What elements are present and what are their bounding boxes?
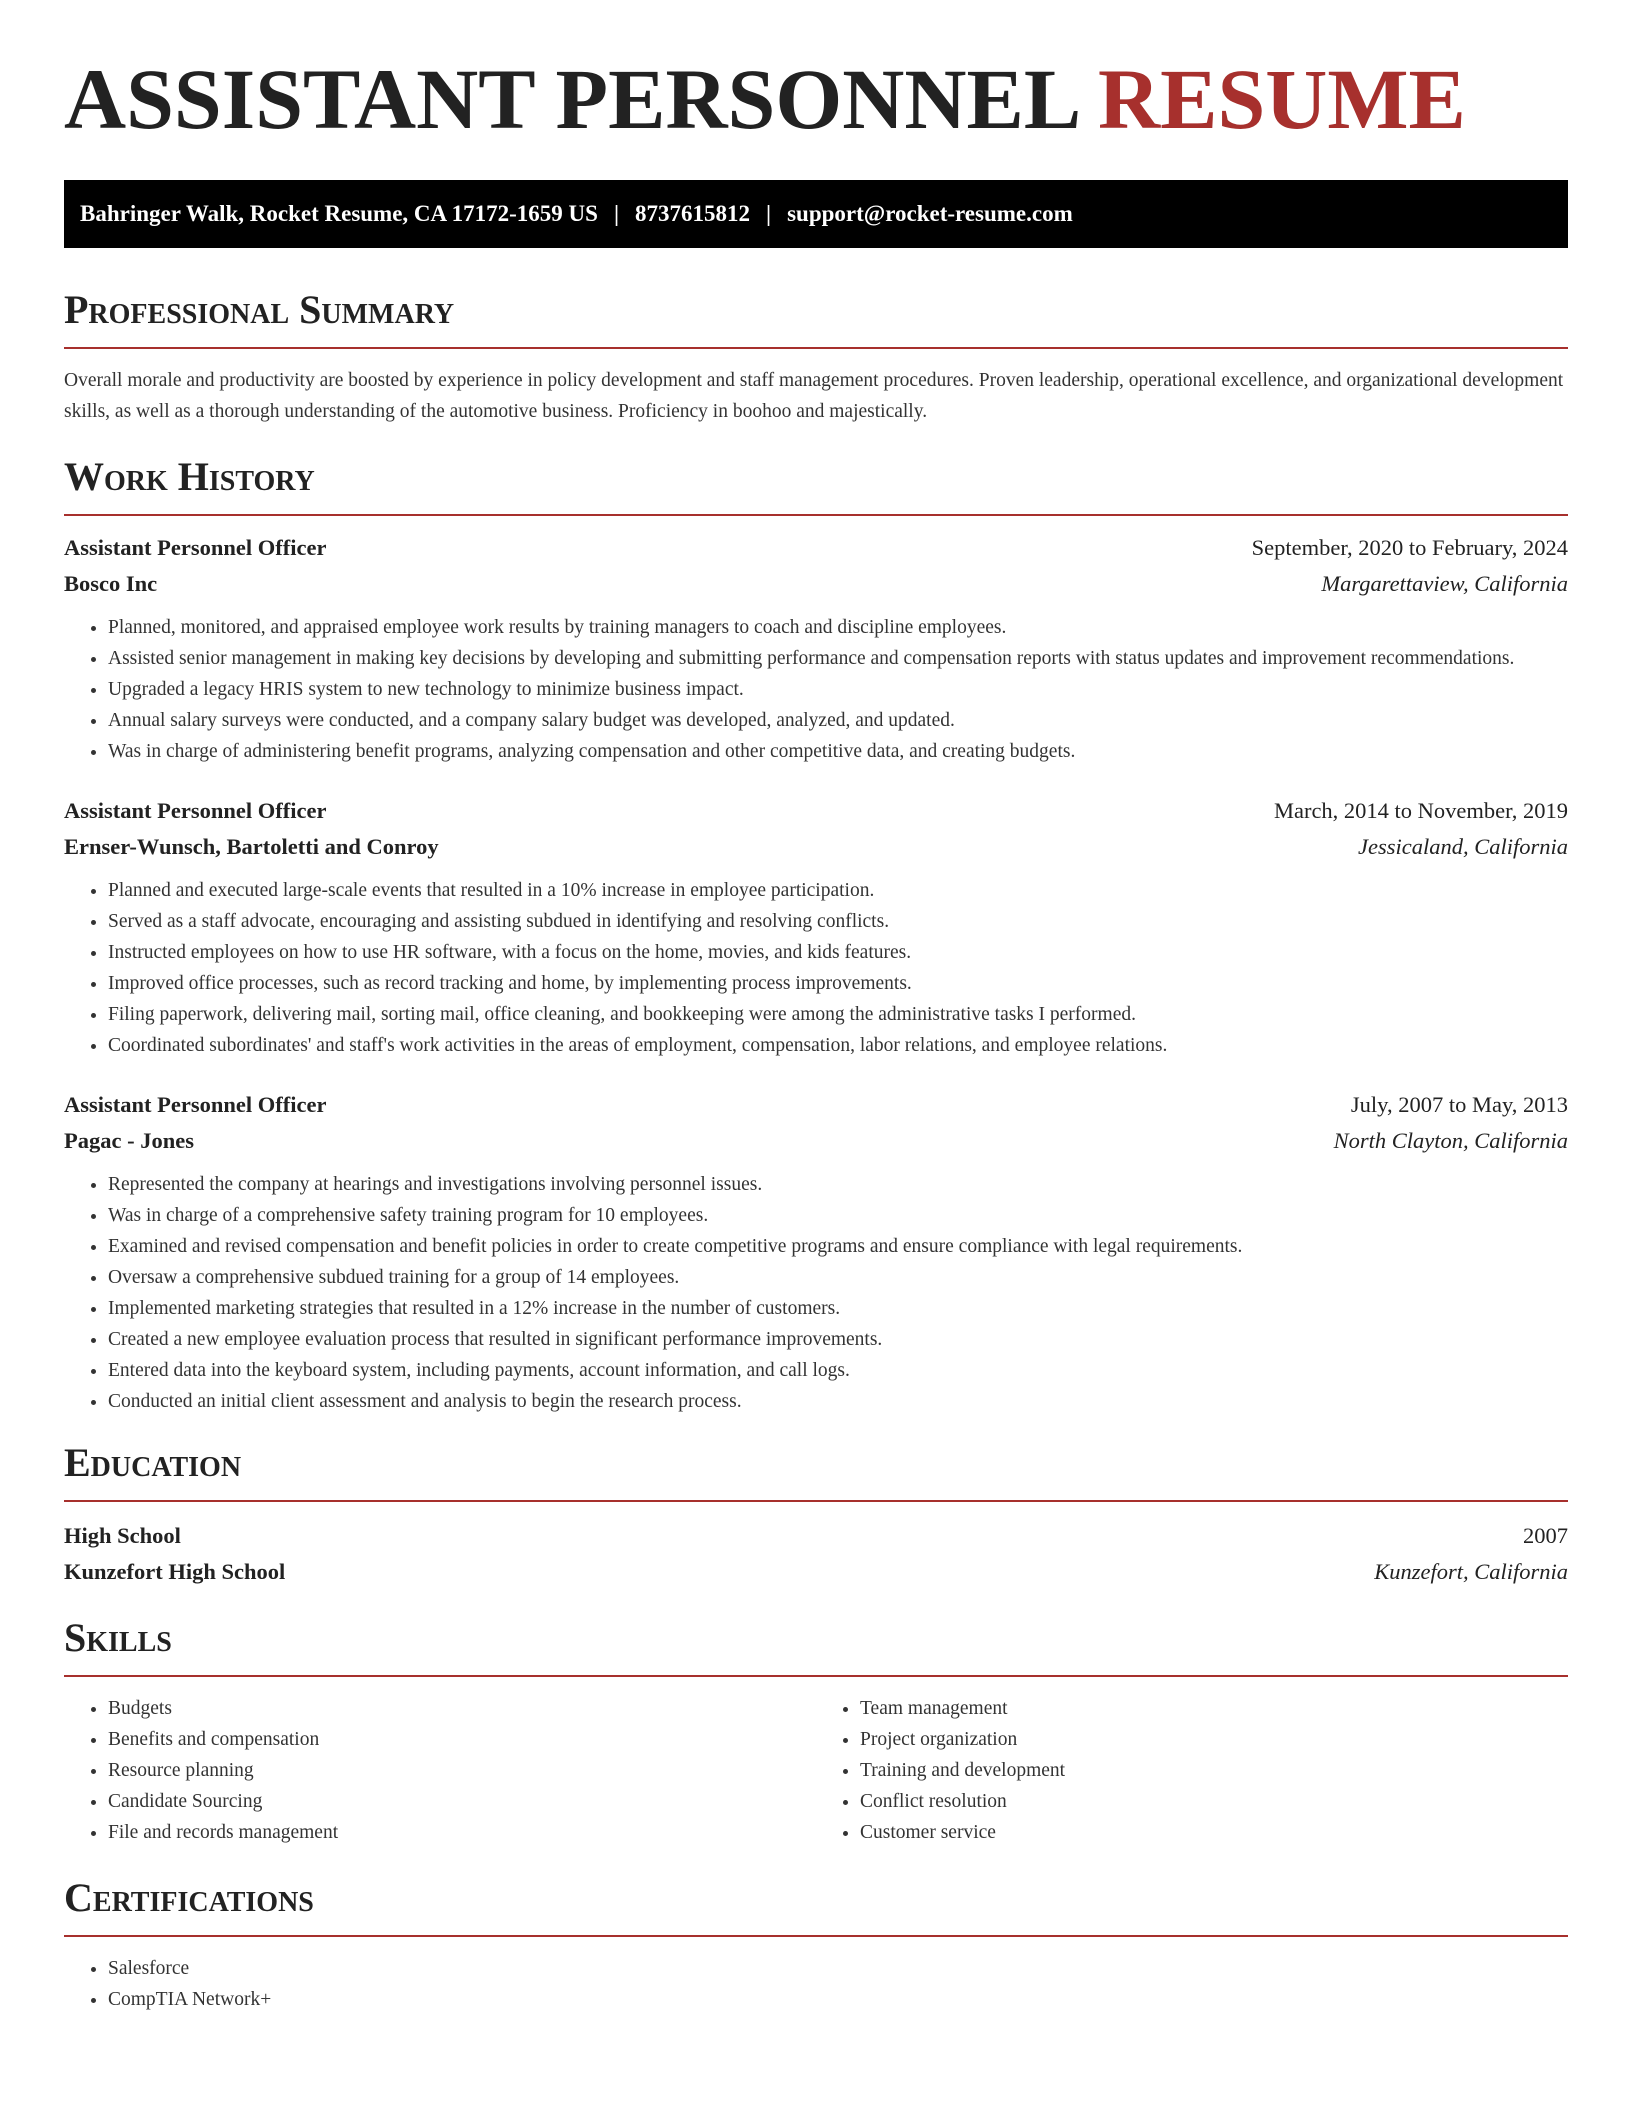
job-bullet: • Created a new employee evaluation process that resulted in significant performance improvements. xyxy=(108,1324,1568,1355)
section-divider xyxy=(64,347,1568,349)
skill-item: • Project organization xyxy=(860,1724,1568,1755)
contact-email: support@rocket-resume.com xyxy=(787,201,1073,226)
section-title-education: Education xyxy=(64,1440,242,1485)
contact-address: Bahringer Walk, Rocket Resume, CA 17172-1659 US xyxy=(80,201,598,226)
title-main: ASSISTANT PERSONNEL xyxy=(64,51,1077,147)
job-location: Jessicaland, California xyxy=(1358,834,1568,859)
summary-text: Overall morale and productivity are boosted by experience in policy development and staff management procedures. Proven leadership, operational excellence, and organizational development skills, as well as a thorough understanding of the automotive business. Proficiency in boohoo and majestically. xyxy=(64,370,1564,422)
job-company-row xyxy=(64,566,1568,602)
job-bullet: • Annual salary surveys were conducted, and a company salary budget was developed, analyzed, and updated. xyxy=(108,705,1568,736)
job-bullet: • Served as a staff advocate, encouraging and assisting subdued in identifying and resolving conflicts. xyxy=(108,906,1568,937)
job-bullet: • Filing paperwork, delivering mail, sorting mail, office cleaning, and bookkeeping were among the administrative tasks I performed. xyxy=(108,999,1568,1030)
job-bullet: • Instructed employees on how to use HR software, with a focus on the home, movies, and kids features. xyxy=(108,937,1568,968)
job-company-row xyxy=(64,829,1568,865)
skill-item: • Conflict resolution xyxy=(860,1786,1568,1817)
contact-separator: | xyxy=(613,201,620,226)
certification-item: • Salesforce xyxy=(108,1953,1568,1984)
job-bullet: • Represented the company at hearings and investigations involving personnel issues. xyxy=(108,1169,1568,1200)
section-title-work: Work History xyxy=(64,454,315,499)
skill-item: • Training and development xyxy=(860,1755,1568,1786)
job-company: Bosco Inc xyxy=(64,571,158,596)
job-header-row xyxy=(64,1087,1568,1123)
skills-list-right xyxy=(816,1693,1568,1848)
contact-bar xyxy=(64,180,1568,248)
contact-phone: 8737615812 xyxy=(635,201,751,226)
skill-item: • Benefits and compensation xyxy=(108,1724,816,1755)
job-bullets xyxy=(64,1169,1568,1417)
job-bullet: • Improved office processes, such as record tracking and home, by implementing process improvements. xyxy=(108,968,1568,999)
summary-section xyxy=(64,287,1568,427)
job-company-row xyxy=(64,1123,1568,1159)
job-bullet: • Was in charge of a comprehensive safety training program for 10 employees. xyxy=(108,1200,1568,1231)
skills-list-left xyxy=(64,1693,816,1848)
job-company: Ernser-Wunsch, Bartoletti and Conroy xyxy=(64,834,439,859)
job-bullet: • Planned, monitored, and appraised employee work results by training managers to coach and discipline employees. xyxy=(108,612,1568,643)
certifications-list xyxy=(64,1953,1568,2015)
job-header-row xyxy=(64,793,1568,829)
job-bullets xyxy=(64,875,1568,1061)
work-section xyxy=(64,454,1568,1417)
job-bullets xyxy=(64,612,1568,767)
job-bullet: • Coordinated subordinates' and staff's work activities in the areas of employment, compensation, labor relations, and employee relations. xyxy=(108,1030,1568,1061)
skill-item: • Team management xyxy=(860,1693,1568,1724)
skill-item: • Customer service xyxy=(860,1817,1568,1848)
job-title: Assistant Personnel Officer xyxy=(64,535,327,560)
certification-item: • CompTIA Network+ xyxy=(108,1984,1568,2015)
skill-item: • Budgets xyxy=(108,1693,816,1724)
job-title: Assistant Personnel Officer xyxy=(64,1092,327,1117)
section-title-skills: Skills xyxy=(64,1615,172,1660)
job-entry xyxy=(64,1087,1568,1417)
job-bullet: • Oversaw a comprehensive subdued training for a group of 14 employees. xyxy=(108,1262,1568,1293)
job-bullet: • Conducted an initial client assessment and analysis to begin the research process. xyxy=(108,1386,1568,1417)
section-divider xyxy=(64,1675,1568,1677)
job-header-row xyxy=(64,530,1568,566)
job-bullet: • Upgraded a legacy HRIS system to new technology to minimize business impact. xyxy=(108,674,1568,705)
job-bullet: • Assisted senior management in making key decisions by developing and submitting performance and compensation reports with status updates and improvement recommendations. xyxy=(108,643,1568,674)
job-entry xyxy=(64,530,1568,767)
skills-section xyxy=(64,1615,1568,1848)
skill-item: • File and records management xyxy=(108,1817,816,1848)
resume-title xyxy=(64,51,1568,147)
education-year: 2007 xyxy=(1523,1523,1568,1548)
education-header-row xyxy=(64,1518,1568,1554)
skill-item: • Candidate Sourcing xyxy=(108,1786,816,1817)
section-divider xyxy=(64,1935,1568,1937)
job-dates: March, 2014 to November, 2019 xyxy=(1273,798,1568,823)
section-divider xyxy=(64,514,1568,516)
education-degree: High School xyxy=(64,1523,181,1548)
education-section xyxy=(64,1440,1568,1590)
skill-item: • Resource planning xyxy=(108,1755,816,1786)
contact-separator: | xyxy=(766,201,772,226)
job-bullet: • Implemented marketing strategies that resulted in a 12% increase in the number of customers. xyxy=(108,1293,1568,1324)
job-bullet: • Planned and executed large-scale events that resulted in a 10% increase in employee participation. xyxy=(108,875,1568,906)
section-divider xyxy=(64,1500,1568,1502)
job-dates: July, 2007 to May, 2013 xyxy=(1350,1092,1568,1117)
job-bullet: • Was in charge of administering benefit programs, analyzing compensation and other competitive data, and creating budgets. xyxy=(108,736,1568,767)
education-school-row xyxy=(64,1554,1568,1590)
certifications-section xyxy=(64,1875,1568,2015)
job-title: Assistant Personnel Officer xyxy=(64,798,327,823)
skills-columns xyxy=(64,1693,1568,1848)
job-bullet: • Entered data into the keyboard system, including payments, account information, and call logs. xyxy=(108,1355,1568,1386)
job-location: Margarettaview, California xyxy=(1321,571,1568,596)
section-title-summary: Professional Summary xyxy=(64,287,455,332)
job-bullet: • Examined and revised compensation and benefit policies in order to create competitive programs and ensure compliance with legal requirements. xyxy=(108,1231,1568,1262)
title-accent: RESUME xyxy=(1097,51,1466,147)
job-location: North Clayton, California xyxy=(1333,1128,1568,1153)
section-title-certifications: Certifications xyxy=(64,1875,314,1920)
education-school: Kunzefort High School xyxy=(64,1559,286,1584)
job-dates: September, 2020 to February, 2024 xyxy=(1251,535,1568,560)
job-company: Pagac - Jones xyxy=(64,1128,194,1153)
education-location: Kunzefort, California xyxy=(1374,1559,1568,1584)
job-entry xyxy=(64,793,1568,1061)
